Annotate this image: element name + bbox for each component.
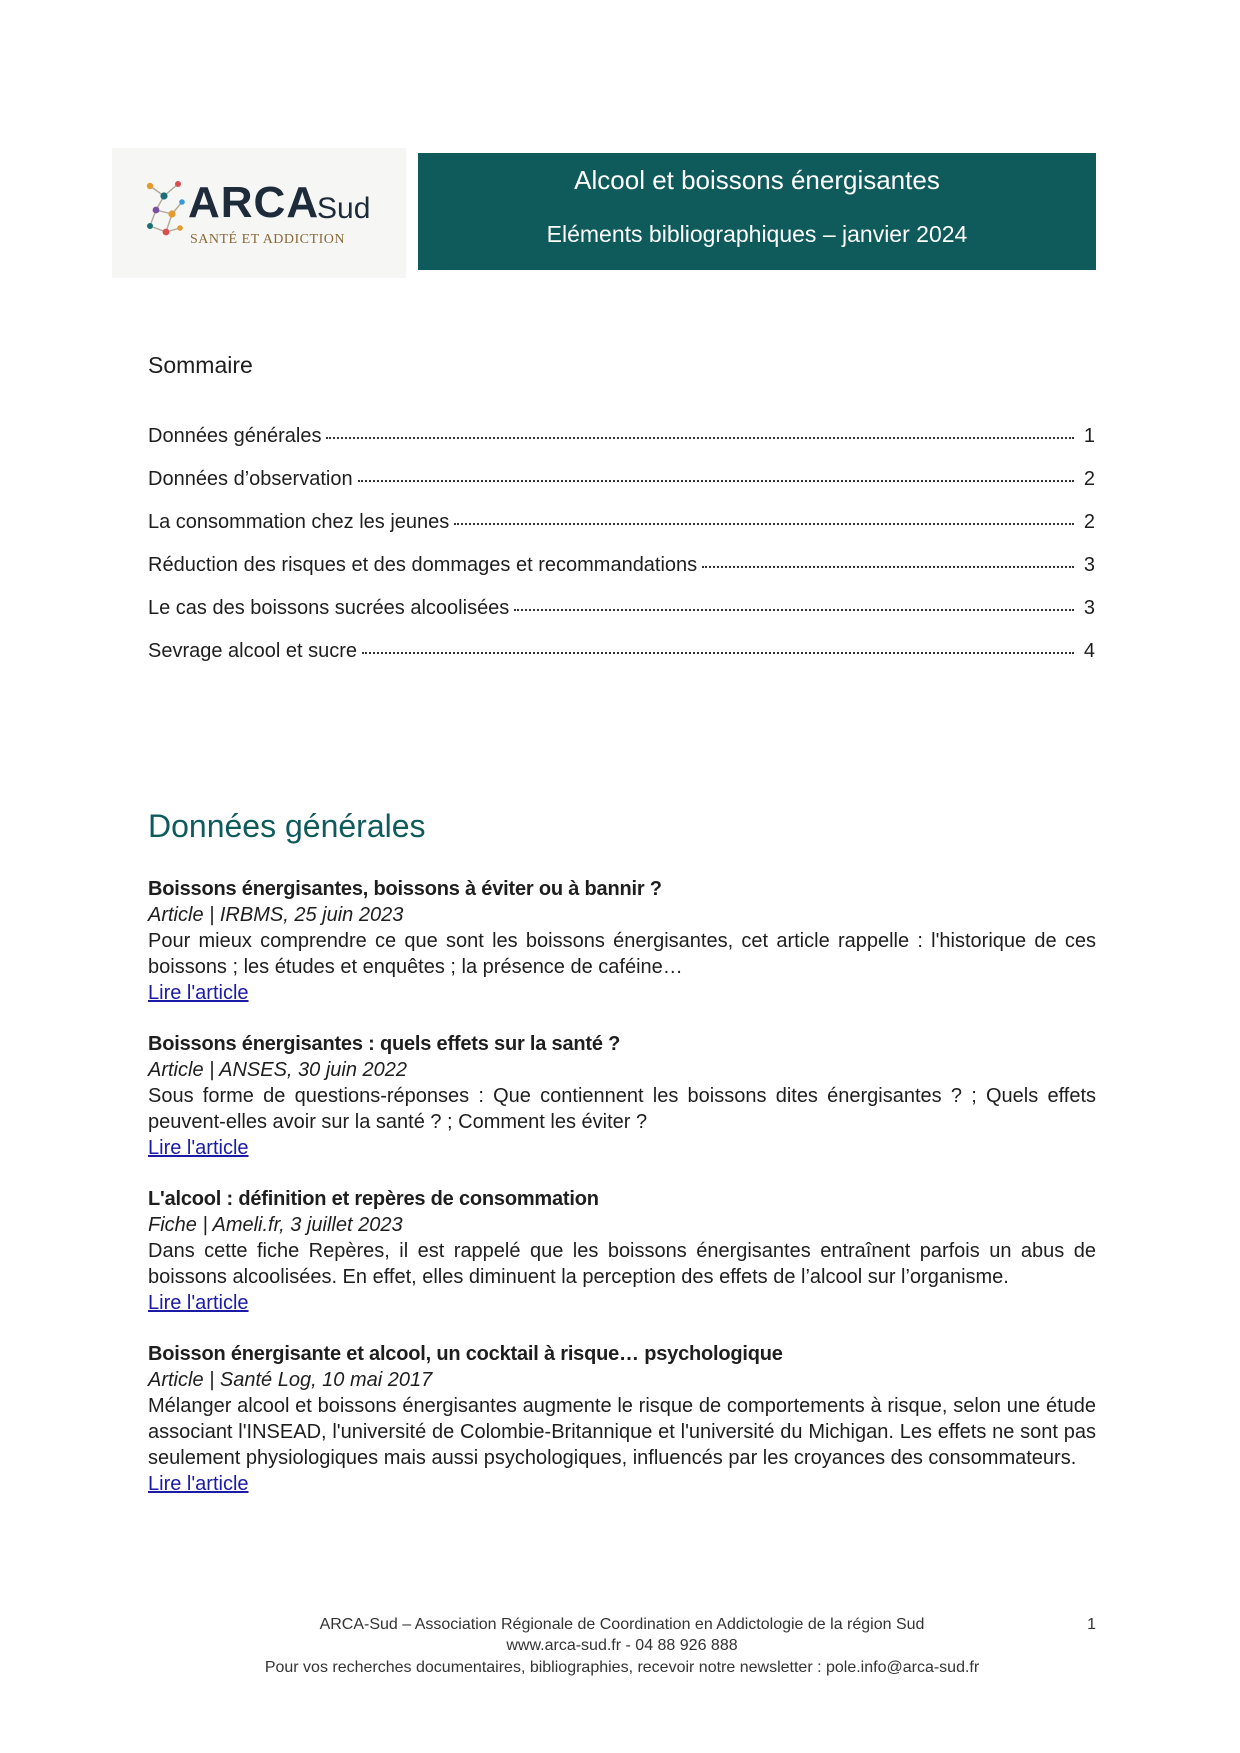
footer-organization: ARCA-Sud – Association Régionale de Coordination en Addictologie de la région Sud	[319, 1616, 925, 1633]
logo-wordmark: ARCA	[188, 178, 320, 227]
logo-tagline: SANTÉ ET ADDICTION	[190, 232, 345, 247]
toc-leader	[358, 480, 1074, 482]
toc-heading: Sommaire	[148, 352, 253, 378]
toc-item-label: Sevrage alcool et sucre	[148, 640, 358, 662]
page-number: 1	[1087, 1616, 1096, 1633]
toc-leader	[326, 437, 1074, 439]
toc-item-label: Réduction des risques et des dommages et recommandations	[148, 554, 698, 576]
entry-summary: Dans cette fiche Repères, il est rappelé que les boissons énergisantes entraînent parfois un abus de boissons alcoolisées. En effet, elles diminuent la perception des effets de l’alcool sur l’organisme.	[148, 1240, 1096, 1288]
toc-item-page: 3	[1083, 554, 1095, 576]
toc-item-label: Données d’observation	[148, 468, 353, 490]
toc-leader	[514, 609, 1074, 611]
toc-leader	[454, 523, 1074, 525]
toc-item[interactable]	[148, 554, 1095, 597]
entry-title: Boissons énergisantes, boissons à éviter ou à bannir ?	[148, 878, 662, 900]
title-banner	[418, 153, 1096, 270]
entry-title: L'alcool : définition et repères de consommation	[148, 1188, 599, 1210]
read-article-link[interactable]: Lire l'article	[148, 1292, 249, 1314]
toc-item[interactable]	[148, 511, 1095, 554]
toc-item-page: 3	[1083, 597, 1095, 619]
entry-source: Fiche | Ameli.fr, 3 juillet 2023	[148, 1214, 403, 1236]
toc-item-label: La consommation chez les jeunes	[148, 511, 450, 533]
toc-item[interactable]	[148, 597, 1095, 640]
toc-item-page: 2	[1083, 511, 1095, 533]
table-of-contents	[148, 425, 1095, 683]
entry-summary: Pour mieux comprendre ce que sont les boissons énergisantes, cet article rappelle : l'historique de ces boissons ; les études et enquêtes ; la présence de caféine…	[148, 930, 1096, 978]
entry-source: Article | IRBMS, 25 juin 2023	[148, 904, 404, 926]
toc-item-page: 1	[1083, 425, 1095, 447]
read-article-link[interactable]: Lire l'article	[148, 1473, 249, 1495]
logo	[112, 148, 406, 278]
toc-item[interactable]	[148, 425, 1095, 468]
entry-source: Article | ANSES, 30 juin 2022	[148, 1059, 408, 1081]
document-subtitle: Eléments bibliographiques – janvier 2024	[546, 221, 968, 247]
read-article-link[interactable]: Lire l'article	[148, 982, 249, 1004]
footer-newsletter: Pour vos recherches documentaires, bibliographies, recevoir notre newsletter : pole.info@arca-sud.fr	[264, 1659, 980, 1676]
toc-leader	[362, 652, 1074, 654]
toc-item-page: 2	[1083, 468, 1095, 490]
entry-summary: Mélanger alcool et boissons énergisantes augmente le risque de comportements à risque, selon une étude associant l'INSEAD, l'université de Colombie-Britannique et l'université du Michigan. Les effets ne sont pas seulement physiologiques mais aussi psychologiques, influencés par les croyances des consommateurs.	[148, 1395, 1096, 1469]
toc-leader	[702, 566, 1074, 568]
footer-contact: www.arca-sud.fr - 04 88 926 888	[506, 1637, 738, 1654]
entry-source: Article | Santé Log, 10 mai 2017	[148, 1369, 433, 1391]
toc-item-page: 4	[1083, 640, 1095, 662]
entry-summary: Sous forme de questions-réponses : Que contiennent les boissons dites énergisantes ? ; Quels effets peuvent-elles avoir sur la santé ? ; Comment les éviter ?	[148, 1085, 1096, 1133]
logo-region: Sud	[317, 192, 371, 225]
toc-item-label: Le cas des boissons sucrées alcoolisées	[148, 597, 510, 619]
bibliography-list	[148, 876, 1096, 1522]
bibliography-entry	[148, 1341, 1096, 1497]
entry-title: Boissons énergisantes : quels effets sur la santé ?	[148, 1033, 621, 1055]
toc-item[interactable]	[148, 468, 1095, 511]
molecule-logo-icon	[144, 178, 188, 242]
document-title: Alcool et boissons énergisantes	[574, 165, 940, 195]
bibliography-entry	[148, 876, 1096, 1006]
section-heading: Données générales	[148, 808, 426, 844]
bibliography-entry	[148, 1186, 1096, 1316]
toc-item[interactable]	[148, 640, 1095, 683]
toc-item-label: Données générales	[148, 425, 322, 447]
bibliography-entry	[148, 1031, 1096, 1161]
entry-title: Boisson énergisante et alcool, un cocktail à risque… psychologique	[148, 1343, 783, 1365]
read-article-link[interactable]: Lire l'article	[148, 1137, 249, 1159]
